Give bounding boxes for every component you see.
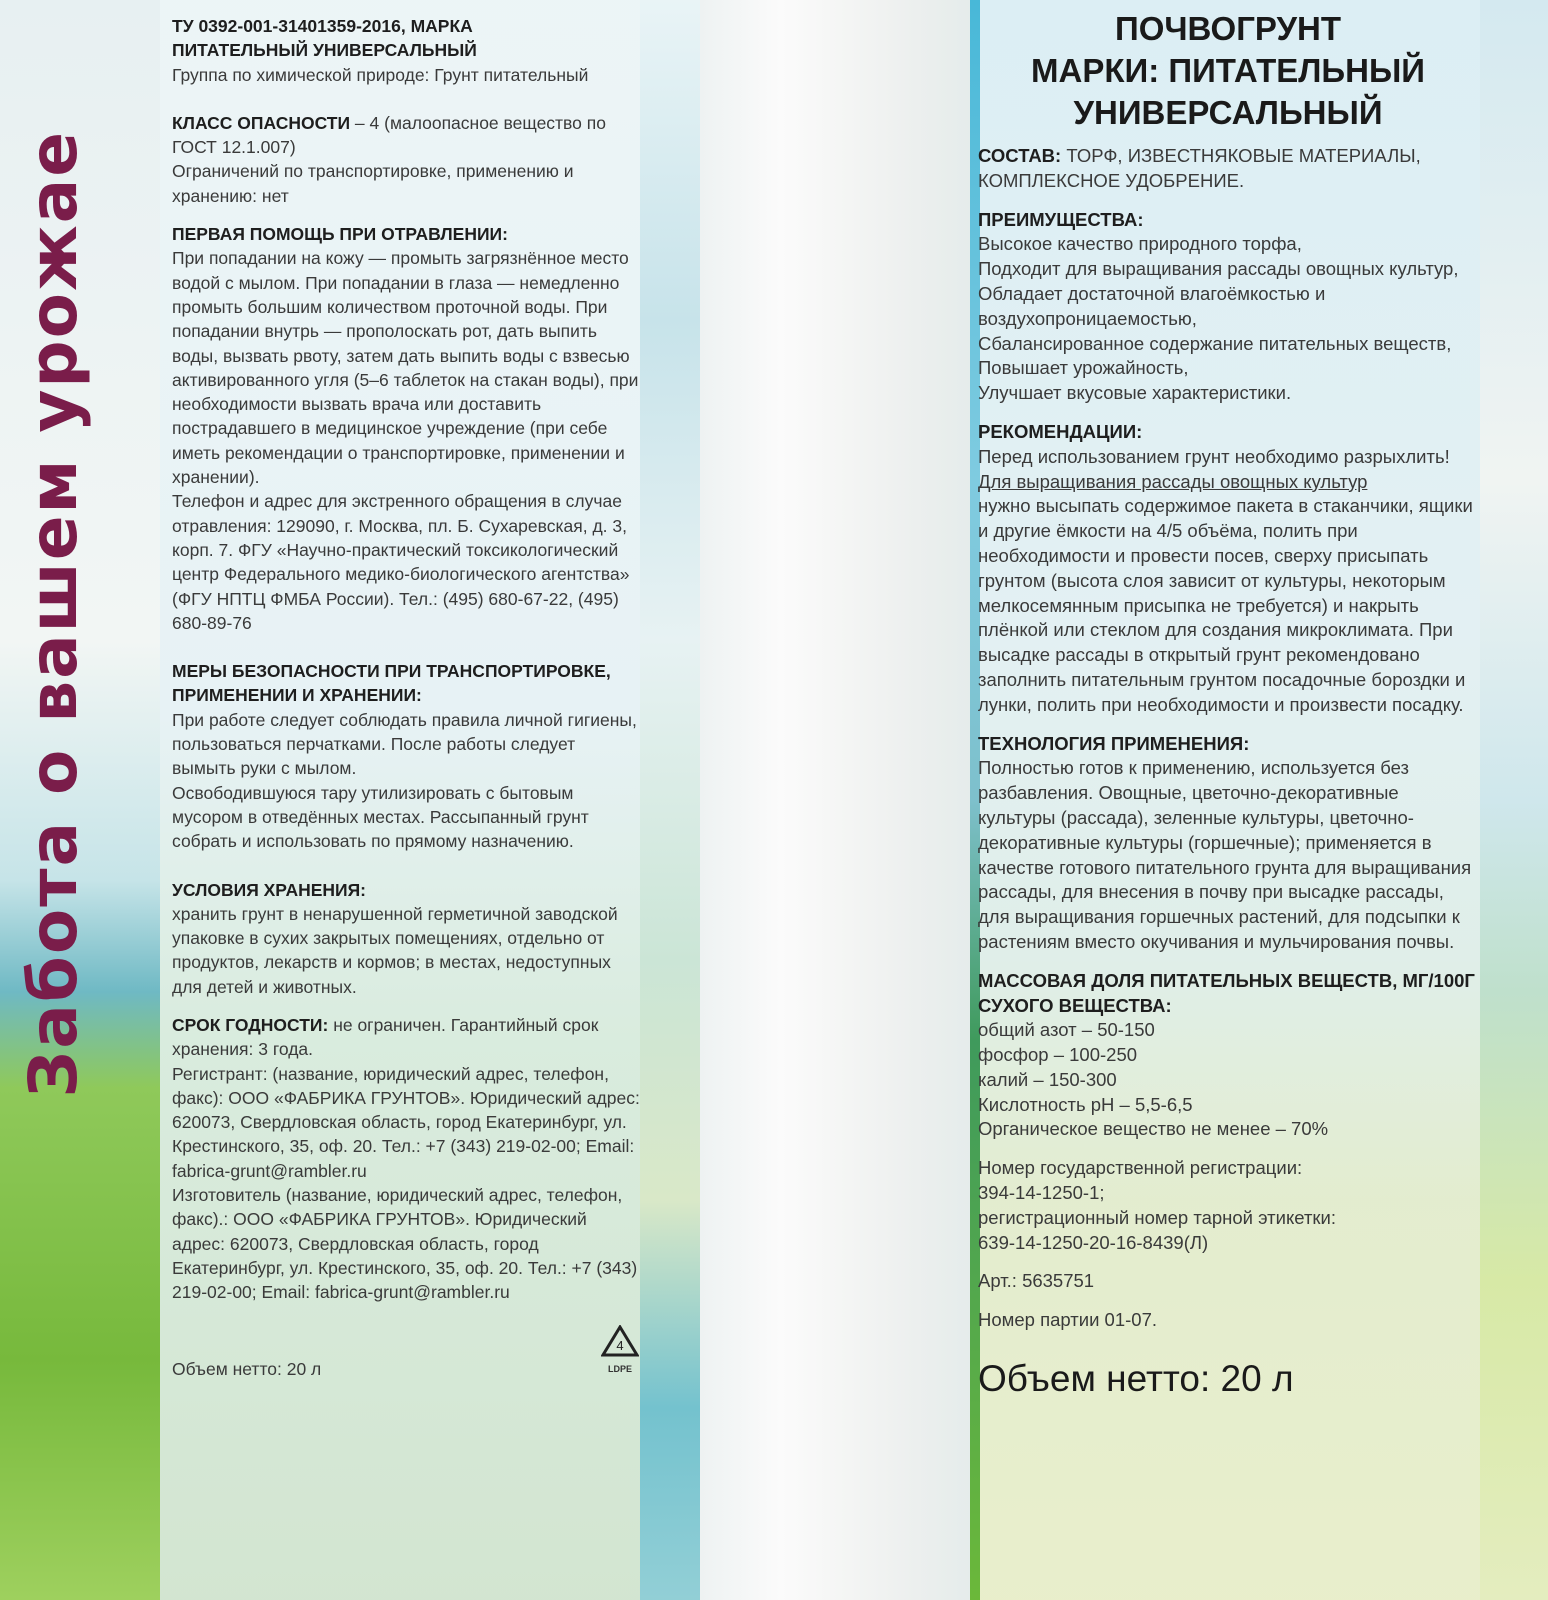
title-line-3: УНИВЕРСАЛЬНЫЙ (1073, 94, 1383, 131)
label-registration-value: 639-14-1250-20-16-8439(Л) (978, 1231, 1209, 1253)
first-aid-text: При попадании на кожу — промыть загрязнённое место водой с мылом. При попадании в глаза — немедленно промыть большим количеством проточной воды. При попадании внутрь — прополоскать рот, дать выпить воды, вызвать рвоту, затем дать выпить воды с взвесью активированного угля (5–6 таблеток на стакан воды), при необходимости вызвать врача или доставить пострадавшего в медицинское учреждение (при себе иметь рекомендации о транспортировке, применении и хранении). (172, 248, 639, 488)
recommendations-text-1: Перед использованием грунт необходимо разрыхлить! (978, 445, 1450, 467)
advantages-block (978, 208, 1478, 406)
safety-title: МЕРЫ БЕЗОПАСНОСТИ ПРИ ТРАНСПОРТИРОВКЕ, ПРИМЕНЕНИИ И ХРАНЕНИИ: (172, 661, 611, 706)
shelf-life-block (172, 1013, 642, 1305)
advantages-title: ПРЕИМУЩЕСТВА: (978, 208, 1144, 230)
nutrient-item: Кислотность pH – 5,5-6,5 (978, 1093, 1193, 1115)
hazard-block (172, 111, 642, 208)
recommendations-text-2: нужно высыпать содержимое пакета в стаканчики, ящики и другие ёмкости на 4/5 объёма, полить при необходимости и провести посев, сверху присыпать грунтом (высота слоя зависит от культуры, некоторым мелкосемянным присыпка не требуется) и накрыть плёнкой или стеклом для создания микроклимата. При высадке рассады в открытый грунт рекомендовано заполнить питательным грунтом посадочные бороздки и лунки, полить при необходимости и произвести посадку. (978, 495, 1473, 715)
state-registration-value: 394-14-1250-1; (978, 1182, 1105, 1204)
composition-label: СОСТАВ: (978, 145, 1062, 166)
title-line-2: МАРКИ: ПИТАТЕЛЬНЫЙ (1031, 52, 1425, 89)
product-title (978, 8, 1478, 134)
chemical-group: Группа по химической природе: Грунт питательный (172, 64, 589, 85)
storage-block (172, 878, 642, 999)
svg-text:4: 4 (616, 1337, 624, 1353)
emergency-contact: Телефон и адрес для экстренного обращения в случае отравления: 129090, г. Москва, пл. Б. Сухаревская, д. 3, корп. 7. ФГУ «Научно-практический токсикологический центр Федерального медико-биологического агентства» (ФГУ НПТЦ ФМБА России). Тел.: (495) 680-67-22, (495) 680-89-76 (172, 491, 630, 633)
right-net-volume: Объем нетто: 20 л (978, 1358, 1294, 1400)
left-landscape-strip (640, 0, 700, 1600)
technology-block (978, 732, 1478, 955)
recommendations-block (978, 420, 1478, 718)
composition-value: ТОРФ, ИЗВЕСТНЯКОВЫЕ МАТЕРИАЛЫ, КОМПЛЕКСНОЕ УДОБРЕНИЕ. (978, 145, 1421, 191)
registration-block (978, 1156, 1478, 1255)
bag-seam (700, 0, 970, 1600)
technology-text: Полностью готов к применению, используется без разбавления. Овощные, цветочно-декоративные культуры (рассада), зеленные культуры, цветочно-декоративные культуры (горшечные); применяется в качестве готового питательного грунта для выращивания рассады, для внесения в почву при высадке рассады, для выращивания горшечных растений, для подсыпки к растениям вместо окучивания и мульчирования почвы. (978, 757, 1472, 952)
storage-title: УСЛОВИЯ ХРАНЕНИЯ: (172, 879, 367, 900)
nutrients-title: МАССОВАЯ ДОЛЯ ПИТАТЕЛЬНЫХ ВЕЩЕСТВ, МГ/100Г СУХОГО ВЕЩЕСТВА: (978, 969, 1475, 1016)
left-text-column (172, 14, 642, 1381)
left-net-row (172, 1325, 642, 1381)
advantage-item: Повышает урожайность, (978, 357, 1189, 379)
hazard-restrictions: Ограничений по транспортировке, применению и хранению: нет (172, 161, 574, 206)
right-landscape-edge (1480, 0, 1548, 1600)
nutrient-item: общий азот – 50-150 (978, 1019, 1155, 1041)
title-line-1: ПОЧВОГРУНТ (1114, 10, 1342, 47)
recommendations-underlined: Для выращивания рассады овощных культур (978, 470, 1368, 492)
composition-block (978, 144, 1478, 194)
vertical-brand-text: Забота о вашем урожае (15, 130, 92, 1098)
right-text-column (978, 8, 1478, 1401)
recycle-ldpe-icon (598, 1325, 642, 1381)
advantage-item: Высокое качество природного торфа, (978, 233, 1302, 255)
batch-number: Номер партии 01-07. (978, 1309, 1158, 1331)
first-aid-block (172, 222, 642, 635)
left-label-panel (0, 0, 700, 1600)
registrant-text: Регистрант: (название, юридический адрес, телефон, факс): ООО «ФАБРИКА ГРУНТОВ». Юридический адрес: 620073, Свердловская область, город Екатеринбург, ул. Крестинского, 35, оф. 20. Тел.: +7 (343) 219-02-00; Email: fabrica-grunt@rambler.ru (172, 1063, 640, 1181)
first-aid-title: ПЕРВАЯ ПОМОЩЬ ПРИ ОТРАВЛЕНИИ: (172, 224, 508, 245)
batch-block (978, 1308, 1478, 1333)
manufacturer-text: Изготовитель (название, юридический адрес, телефон, факс).: ООО «ФАБРИКА ГРУНТОВ». Юридический адрес: 620073, Свердловская область, город Екатеринбург, ул. Крестинского, 35, оф. 20. Тел.: +7 (343) 219-02-00; Email: fabrica-grunt@rambler.ru (172, 1185, 638, 1303)
advantage-item: Сбалансированное содержание питательных веществ, (978, 332, 1452, 354)
shelf-life-label: СРОК ГОДНОСТИ: (172, 1014, 329, 1035)
hazard-value: – 4 (малоопасное вещество по ГОСТ 12.1.007) (172, 112, 606, 158)
state-registration-label: Номер государственной регистрации: (978, 1157, 1303, 1179)
article-number: Арт.: 5635751 (978, 1270, 1095, 1292)
hazard-label: КЛАСС ОПАСНОСТИ (172, 112, 351, 133)
safety-text-1: При работе следует соблюдать правила личной гигиены, пользоваться перчатками. После работы следует вымыть руки с мылом. (172, 709, 637, 779)
advantage-item: Улучшает вкусовые характеристики. (978, 382, 1292, 404)
article-block (978, 1269, 1478, 1294)
advantage-item: Обладает достаточной влагоёмкостью и воздухопроницаемостью, (978, 282, 1326, 329)
nutrients-block (978, 969, 1478, 1143)
standard-block (172, 14, 642, 87)
label-registration-label: регистрационный номер тарной этикетки: (978, 1206, 1337, 1228)
standard-line-1: ТУ 0392-001-31401359-2016, МАРКА (172, 16, 473, 36)
standard-line-2: ПИТАТЕЛЬНЫЙ УНИВЕРСАЛЬНЫЙ (172, 40, 477, 61)
nutrient-item: фосфор – 100-250 (978, 1044, 1138, 1066)
technology-title: ТЕХНОЛОГИЯ ПРИМЕНЕНИЯ: (978, 732, 1250, 754)
safety-block (172, 659, 642, 853)
nutrient-item: Органическое вещество не менее – 70% (978, 1118, 1329, 1140)
nutrient-item: калий – 150-300 (978, 1068, 1117, 1090)
left-net-volume: Объем нетто: 20 л (172, 1358, 322, 1379)
storage-text: хранить грунт в ненарушенной герметичной заводской упаковке в сухих закрытых помещениях, отдельно от продуктов, лекарств и кормов; в местах, недоступных для детей и животных. (172, 903, 618, 997)
recycle-code: LDPE (607, 1363, 632, 1374)
recommendations-title: РЕКОМЕНДАЦИИ: (978, 420, 1143, 442)
advantage-item: Подходит для выращивания рассады овощных культур, (978, 258, 1459, 280)
safety-text-2: Освободившуюся тару утилизировать с бытовым мусором в отведённых местах. Рассыпанный грунт собрать и использовать по прямому назначению. (172, 782, 589, 852)
right-label-panel (970, 0, 1548, 1600)
shelf-life-value: не ограничен. Гарантийный срок хранения: 3 года. (172, 1014, 599, 1060)
